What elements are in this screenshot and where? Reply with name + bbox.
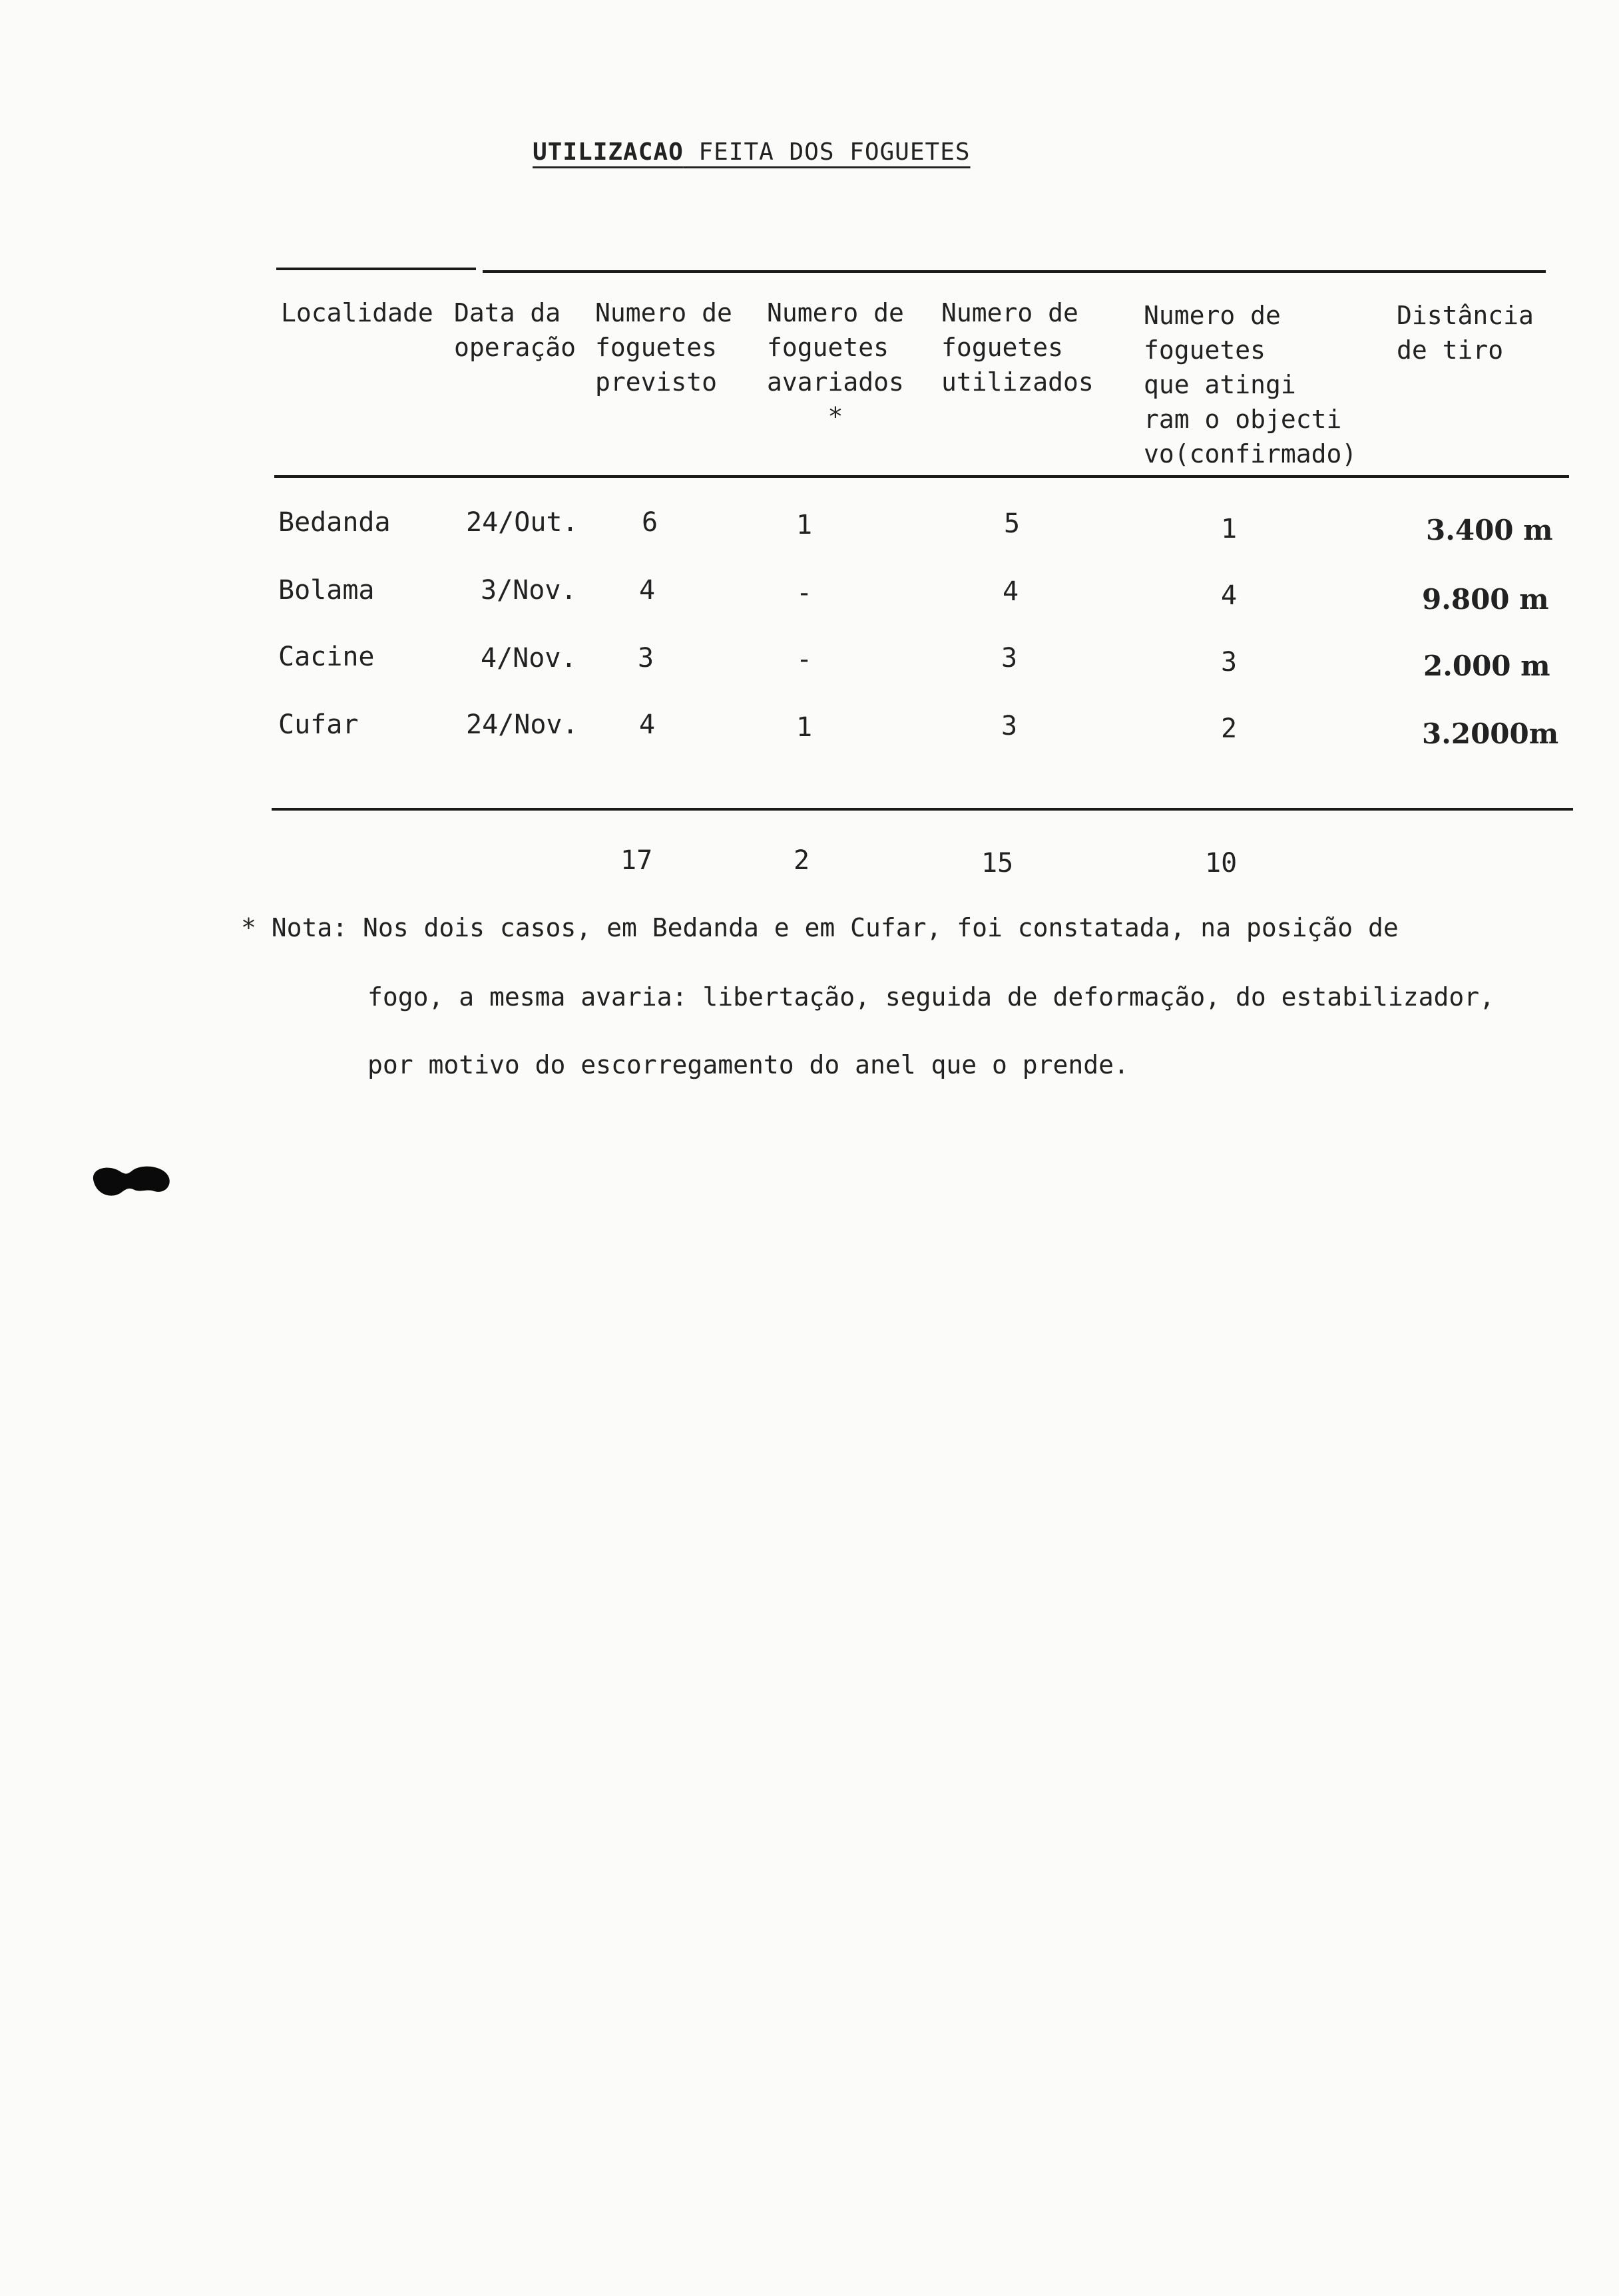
row1-previsto: 6 (642, 507, 658, 538)
row2-atingiram: 4 (1221, 580, 1238, 611)
total-avariados: 2 (794, 845, 810, 876)
row3-data: 4/Nov. (481, 643, 577, 673)
row3-distancia: 2.000 m (1423, 650, 1550, 682)
total-previsto: 17 (620, 845, 653, 876)
header-atingiram: Numero de foguetes que atingi ram o objecti vo(confirmado) (1144, 301, 1357, 469)
note-line-3: por motivo do escorregamento do anel que o prende. (367, 1050, 1129, 1079)
row2-distancia: 9.800 m (1422, 583, 1549, 616)
note-line-1: * Nota: Nos dois casos, em Bedanda e em Cufar, foi constatada, na posição de (241, 913, 1399, 942)
header-avariados: Numero de foguetes avariados * (767, 298, 904, 431)
row2-previsto: 4 (639, 575, 656, 606)
row2-data: 3/Nov. (481, 575, 577, 606)
row4-atingiram: 2 (1221, 713, 1238, 744)
total-utilizados: 15 (981, 848, 1014, 878)
row2-utilizados: 4 (1003, 576, 1019, 607)
row1-avariados: 1 (796, 510, 813, 540)
header-bottom-rule (274, 475, 1569, 478)
row1-data: 24/Out. (466, 507, 578, 538)
row1-localidade: Bedanda (278, 507, 391, 538)
table-top-rule-left (276, 268, 476, 270)
title-bold-part: UTILIZACAO (533, 138, 684, 166)
header-previsto: Numero de foguetes previsto (595, 298, 732, 397)
table-top-rule-right (483, 270, 1546, 273)
ink-blot (87, 1159, 173, 1206)
row4-localidade: Cufar (278, 709, 359, 740)
header-distancia: Distância de tiro (1397, 301, 1534, 365)
row4-distancia: 3.2000m (1422, 717, 1559, 750)
row3-localidade: Cacine (278, 642, 375, 672)
row3-utilizados: 3 (1001, 643, 1018, 673)
header-localidade: Localidade (281, 298, 433, 327)
row3-atingiram: 3 (1221, 647, 1238, 677)
title-rest: FEITA DOS FOGUETES (683, 138, 971, 166)
note-line-2: fogo, a mesma avaria: libertação, seguida de deformação, do estabilizador, (367, 982, 1495, 1012)
header-utilizados: Numero de foguetes utilizados (941, 298, 1094, 397)
row3-avariados: - (796, 644, 813, 675)
row1-utilizados: 5 (1004, 508, 1021, 539)
row4-utilizados: 3 (1001, 711, 1018, 741)
header-data: Data da operação (454, 298, 577, 362)
row4-avariados: 1 (796, 712, 813, 743)
row2-localidade: Bolama (278, 575, 375, 606)
row3-previsto: 3 (638, 643, 654, 673)
total-atingiram: 10 (1205, 848, 1238, 878)
row4-previsto: 4 (639, 709, 656, 740)
document-title (533, 138, 971, 166)
table-bottom-rule (272, 808, 1573, 811)
row1-atingiram: 1 (1221, 514, 1238, 544)
row1-distancia: 3.400 m (1426, 514, 1553, 546)
row4-data: 24/Nov. (466, 709, 578, 740)
row2-avariados: - (796, 578, 813, 608)
